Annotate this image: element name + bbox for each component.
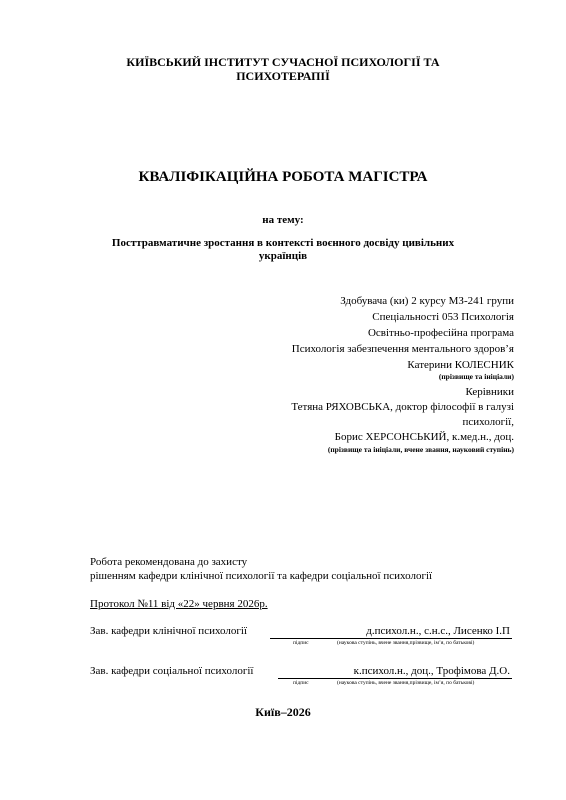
city-year: Київ–2026	[255, 705, 311, 719]
recommendation-line2: рішенням кафедри клінічної психології та кафедри соціальної психології	[90, 570, 433, 582]
topic-line1: Посттравматичне зростання в контексті воєнного досвіду цивільних	[111, 237, 455, 249]
student-name: Катерини КОЛЕСНИК	[407, 359, 514, 371]
signature2-name-caption: (наукова ступінь, вчене звання,прізвище, ім’я, по батькові)	[337, 680, 475, 686]
signature1-name-caption: (наукова ступінь, вчене звання,прізвище, ім’я, по батькові)	[337, 640, 475, 646]
supervisors-caption: (прізвище та ініціали, вчене звання, науковий ступінь)	[327, 445, 514, 454]
student-specialty: Спеціальності 053 Психологія	[372, 311, 514, 323]
topic-line2: українців	[258, 250, 308, 262]
signature1-sign-caption: підпис	[293, 640, 309, 646]
work-type-title: КВАЛІФІКАЦІЙНА РОБОТА МАГІСТРА	[138, 169, 428, 185]
signature1-line	[270, 638, 512, 639]
theme-label: на тему:	[262, 214, 304, 226]
protocol-line: Протокол №11 від «22» червня 2026р.	[90, 598, 268, 610]
signature2-name: к.психол.н., доц., Трофімова Д.О.	[353, 665, 510, 677]
student-program-name: Психологія забезпечення ментального здоров’я	[291, 343, 514, 355]
signature2-sign-caption: підпис	[293, 680, 309, 686]
signature2-line	[278, 678, 512, 679]
student-name-caption: (прізвище та ініціали)	[438, 372, 514, 381]
institute-name-line1: КИЇВСЬКИЙ ІНСТИТУТ СУЧАСНОЇ ПСИХОЛОГІЇ ТА	[126, 55, 440, 69]
supervisor-line2: психології,	[462, 416, 514, 428]
supervisor-line1: Тетяна РЯХОВСЬКА, доктор філософії в галузі	[291, 401, 514, 413]
supervisors-label: Керівники	[465, 386, 514, 398]
signature1-name: д.психол.н., с.н.с., Лисенко І.П	[366, 625, 510, 637]
recommendation-line1: Робота рекомендована до захисту	[90, 556, 248, 568]
signature1-label: Зав. кафедри клінічної психології	[90, 625, 248, 637]
supervisor-line3: Борис ХЕРСОНСЬКИЙ, к.мед.н., доц.	[334, 431, 514, 443]
signature2-label: Зав. кафедри соціальної психології	[90, 665, 254, 677]
institute-name-line2: ПСИХОТЕРАПІЇ	[236, 69, 330, 83]
student-course-group: Здобувача (ки) 2 курсу МЗ-241 групи	[340, 295, 514, 307]
student-program-label: Освітньо-професійна програма	[367, 327, 514, 339]
